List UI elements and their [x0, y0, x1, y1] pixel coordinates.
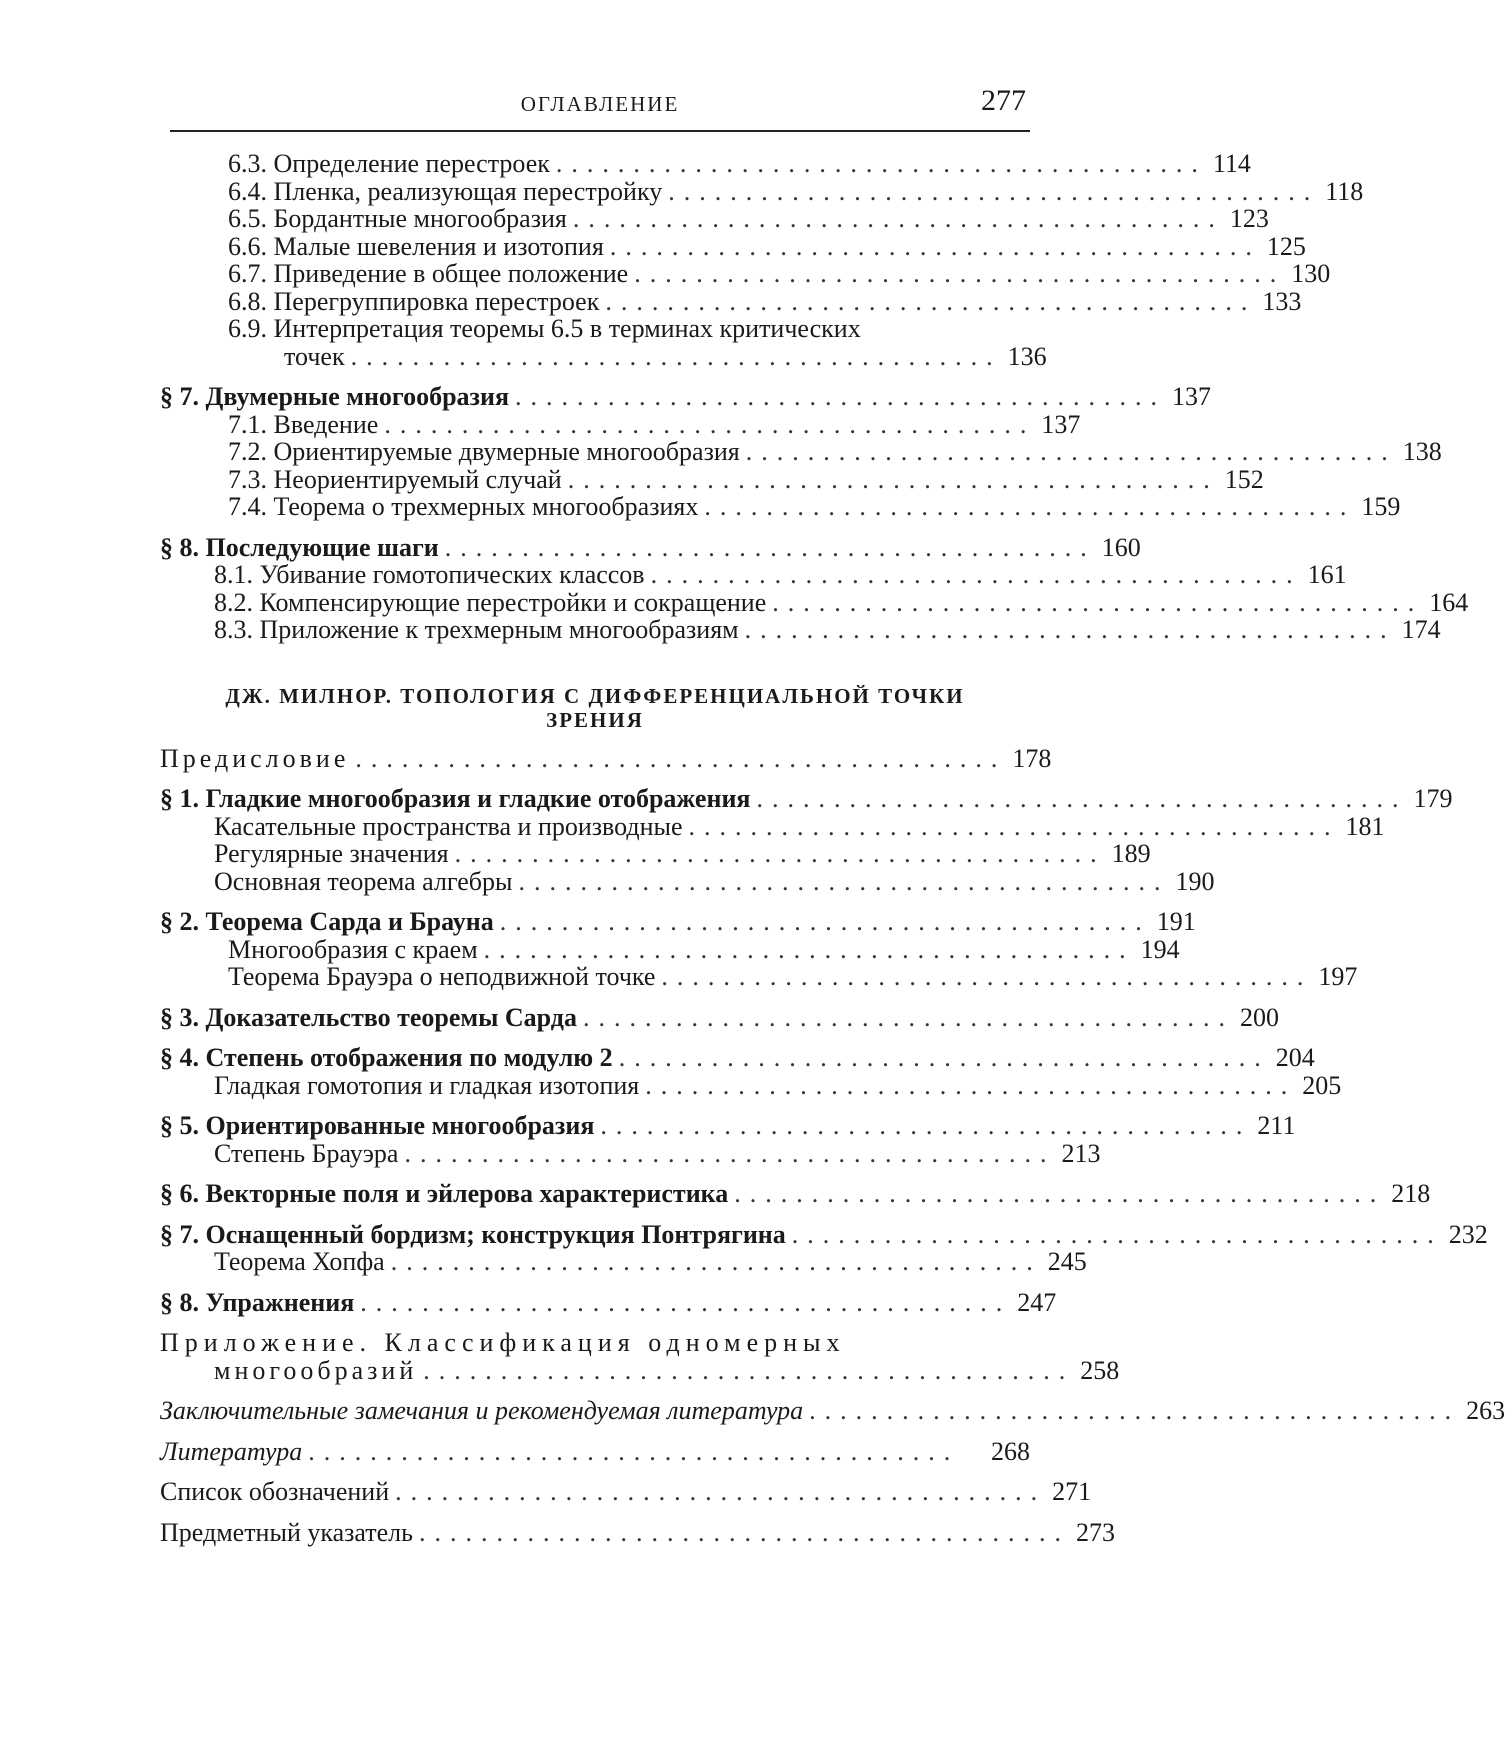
toc-section-8[interactable]: § 8. Последующие шаги .......................................... 160 [160, 532, 1141, 562]
toc-entry[interactable]: 7.2. Ориентируемые двумерные многообразия .......................................... 138 [228, 437, 1442, 466]
toc-preface[interactable]: Предисловие .......................................... 178 [160, 743, 1052, 773]
toc-section-7[interactable]: § 7. Двумерные многообразия .......................................... 137 [160, 382, 1212, 411]
running-header [170, 84, 1030, 132]
header-page-number: 277 [981, 84, 1026, 117]
toc-milnor-section-8[interactable]: § 8. Упражнения .......................................... 247 [160, 1287, 1057, 1317]
toc-entry[interactable]: 7.1. Введение .......................................... 137 [228, 409, 1081, 439]
toc-entry[interactable]: 8.2. Компенсирующие перестройки и сокращение .......................................... 164 [214, 587, 1469, 617]
toc-appendix-line2[interactable]: многообразий .......................................... 258 [214, 1355, 1120, 1385]
toc-entry[interactable]: Касательные пространства и производные .......................................... 181 [214, 811, 1385, 841]
toc-milnor-section-1[interactable]: § 1. Гладкие многообразия и гладкие отображения .......................................... 179 [160, 784, 1453, 813]
toc-subject-index[interactable]: Предметный указатель .......................................... 273 [160, 1517, 1116, 1547]
toc-milnor-section-6[interactable]: § 6. Векторные поля и эйлерова характеристика .......................................... 218 [160, 1179, 1431, 1208]
toc-entry[interactable]: 6.4. Пленка, реализующая перестройку .......................................... 118 [228, 176, 1364, 206]
table-of-contents [160, 149, 1505, 1547]
toc-entry[interactable]: Основная теорема алгебры .......................................... 190 [214, 866, 1215, 896]
toc-entry[interactable]: Теорема Брауэра о неподвижной точке .......................................... 197 [228, 962, 1358, 991]
toc-entry[interactable]: 6.3. Определение перестроек .......................................... 114 [228, 149, 1251, 178]
toc-remarks[interactable]: Заключительные замечания и рекомендуемая литература .......................................... 263 [160, 1396, 1505, 1425]
toc-entry-6-9-line1[interactable]: 6.9. Интерпретация теоремы 6.5 в терминах критических [228, 314, 861, 343]
toc-milnor-section-2[interactable]: § 2. Теорема Сарда и Брауна .......................................... 191 [160, 907, 1196, 936]
toc-entry[interactable]: Многообразия с краем .......................................... 194 [228, 934, 1180, 964]
toc-entry[interactable]: 7.4. Теорема о трехмерных многообразиях .......................................... 159 [228, 492, 1401, 521]
toc-milnor-section-7[interactable]: § 7. Оснащенный бордизм; конструкция Понтрягина .......................................... 232 [160, 1219, 1488, 1249]
toc-entry[interactable]: Степень Брауэра .......................................... 213 [214, 1138, 1101, 1168]
toc-entry[interactable]: Регулярные значения .......................................... 189 [214, 839, 1151, 868]
toc-entry[interactable]: 6.6. Малые шевеления и изотопия .......................................... 125 [228, 231, 1306, 261]
toc-entry[interactable]: 6.7. Приведение в общее положение .......................................... 130 [228, 259, 1331, 288]
book-title-line2: ЗРЕНИЯ [546, 707, 644, 732]
toc-notation-list[interactable]: Список обозначений .......................................... 271 [160, 1477, 1092, 1506]
toc-entry-6-9-line2[interactable]: точек .......................................... 136 [284, 341, 1047, 371]
toc-entry[interactable]: 6.8. Перегруппировка перестроек .......................................... 133 [228, 286, 1302, 316]
toc-milnor-section-5[interactable]: § 5. Ориентированные многообразия .......................................... 211 [160, 1111, 1296, 1140]
toc-literature[interactable]: Литература .......................................... 268 [160, 1436, 1030, 1466]
toc-milnor-section-3[interactable]: § 3. Доказательство теоремы Сарда .......................................... 200 [160, 1002, 1279, 1032]
toc-entry[interactable]: Теорема Хопфа .......................................... 245 [214, 1247, 1087, 1276]
toc-entry[interactable]: 6.5. Бордантные многообразия .......................................... 123 [228, 204, 1269, 233]
toc-entry[interactable]: 8.3. Приложение к трехмерным многообразиям .......................................... 174 [214, 615, 1441, 644]
header-title: ОГЛАВЛЕНИЕ [520, 92, 680, 116]
book-title [160, 684, 1030, 732]
toc-milnor-section-4[interactable]: § 4. Степень отображения по модулю 2 .......................................... 204 [160, 1043, 1315, 1072]
toc-entry[interactable]: Гладкая гомотопия и гладкая изотопия .......................................... 205 [214, 1070, 1342, 1100]
toc-entry[interactable]: 7.3. Неориентируемый случай .......................................... 152 [228, 464, 1264, 494]
toc-entry[interactable]: 8.1. Убивание гомотопических классов .......................................... 161 [214, 560, 1347, 589]
book-title-line1: ДЖ. МИЛНОР. ТОПОЛОГИЯ С ДИФФЕРЕНЦИАЛЬНОЙ ТОЧКИ [225, 683, 965, 708]
toc-appendix-line1[interactable]: Приложение. Классификация одномерных [160, 1328, 846, 1357]
